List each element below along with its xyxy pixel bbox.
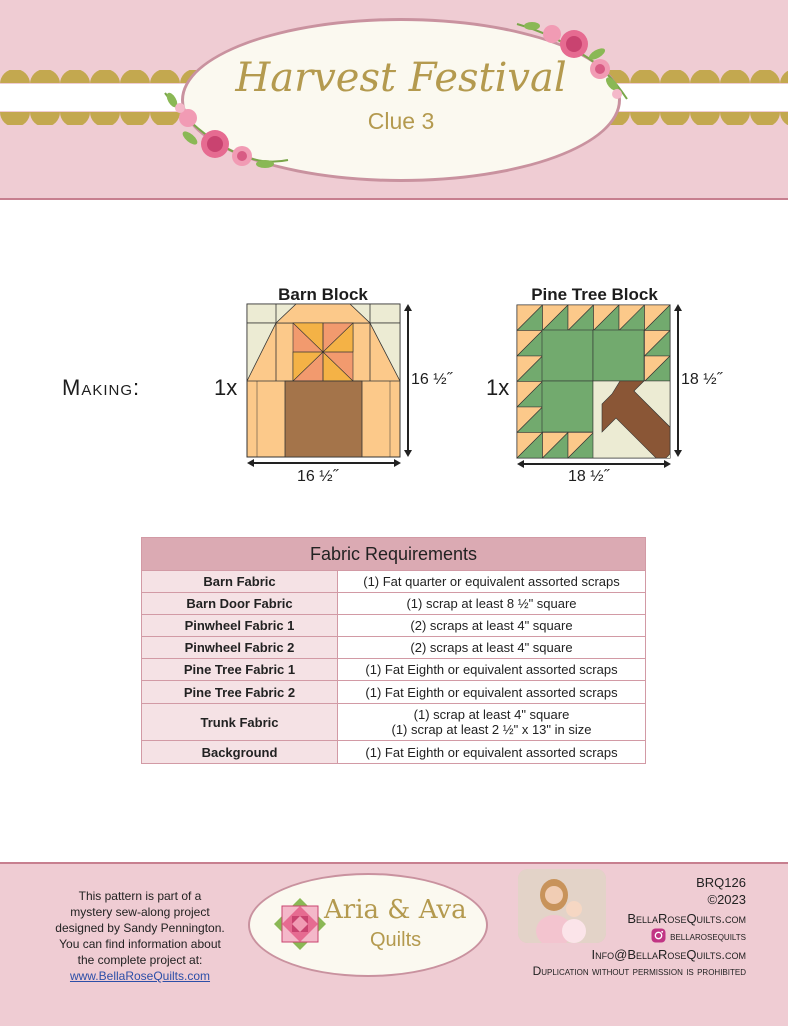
info-line: This pattern is part of a [78, 889, 202, 903]
table-row [142, 637, 646, 659]
table-heading: Fabric Requirements [142, 538, 646, 571]
table-row [142, 593, 646, 615]
quilt-logo-icon [272, 896, 328, 952]
fabric-name: Pinwheel Fabric 2 [142, 637, 338, 659]
table-row [142, 571, 646, 593]
website-text: BellaRoseQuilts.com [627, 911, 746, 926]
table-row [142, 615, 646, 637]
info-line: designed by Sandy Pennington. [55, 921, 225, 935]
barn-height-label: 16 ½˝ [411, 371, 452, 388]
fabric-amount [338, 704, 646, 741]
pine-tree-block-diagram [516, 304, 671, 459]
fabric-amount: (1) Fat Eighth or equivalent assorted scraps [338, 741, 646, 764]
header-banner [0, 0, 788, 200]
fabric-amount: (2) scraps at least 4" square [338, 637, 646, 659]
info-line: You can find information about [59, 937, 221, 951]
barn-block-title: Barn Block [278, 285, 368, 304]
email-text: Info@BellaRoseQuilts.com [591, 947, 746, 962]
table-row [142, 681, 646, 704]
designer-photo [518, 869, 606, 943]
pine-width-label: 18 ½˝ [568, 468, 609, 485]
fabric-requirements-table [141, 537, 646, 764]
page-subtitle: Clue 3 [367, 108, 435, 134]
fabric-name: Barn Door Fabric [142, 593, 338, 615]
barn-block-diagram [246, 303, 401, 458]
fabric-amount: (1) scrap at least 8 ½" square [338, 593, 646, 615]
logo-subtitle: Quilts [370, 929, 422, 951]
fabric-amount: (1) Fat quarter or equivalent assorted scraps [338, 571, 646, 593]
fabric-name: Pine Tree Fabric 1 [142, 659, 338, 681]
table-row [142, 704, 646, 741]
amount-line: (1) scrap at least 2 ½" x 13" in size [391, 722, 592, 737]
info-line: the complete project at: [77, 953, 203, 967]
instagram-row [651, 928, 746, 943]
fabric-name: Barn Fabric [142, 571, 338, 593]
barn-quantity: 1x [214, 375, 238, 400]
copyright: ©2023 [707, 892, 746, 907]
page-title: Harvest Festival [235, 55, 567, 101]
duplication-notice: Duplication without permission is prohibited [532, 964, 746, 978]
barn-width-label: 16 ½˝ [297, 468, 338, 485]
fabric-name: Pine Tree Fabric 2 [142, 681, 338, 704]
pine-height-label: 18 ½˝ [681, 371, 722, 388]
table-row [142, 659, 646, 681]
table-row [142, 741, 646, 764]
info-line: mystery sew-along project [70, 905, 210, 919]
pine-quantity: 1x [486, 375, 510, 400]
instagram-icon [651, 928, 666, 943]
website-link[interactable]: www.BellaRoseQuilts.com [69, 969, 211, 983]
fabric-amount: (1) Fat Eighth or equivalent assorted scraps [338, 659, 646, 681]
pine-block-title: Pine Tree Block [531, 285, 658, 304]
amount-line: (1) scrap at least 4" square [413, 707, 570, 722]
logo-name: Aria & Ava [324, 895, 467, 925]
fabric-name: Pinwheel Fabric 1 [142, 615, 338, 637]
fabric-name: Trunk Fabric [142, 704, 338, 741]
fabric-name: Background [142, 741, 338, 764]
footer-info [40, 888, 240, 984]
fabric-amount: (1) Fat Eighth or equivalent assorted scraps [338, 681, 646, 704]
flower-icon [512, 14, 632, 102]
pattern-code: BRQ126 [696, 875, 746, 890]
flower-icon [160, 88, 290, 178]
making-label: Making: [62, 375, 141, 400]
fabric-amount: (2) scraps at least 4" square [338, 615, 646, 637]
instagram-handle: bellarosequilts [670, 928, 746, 943]
